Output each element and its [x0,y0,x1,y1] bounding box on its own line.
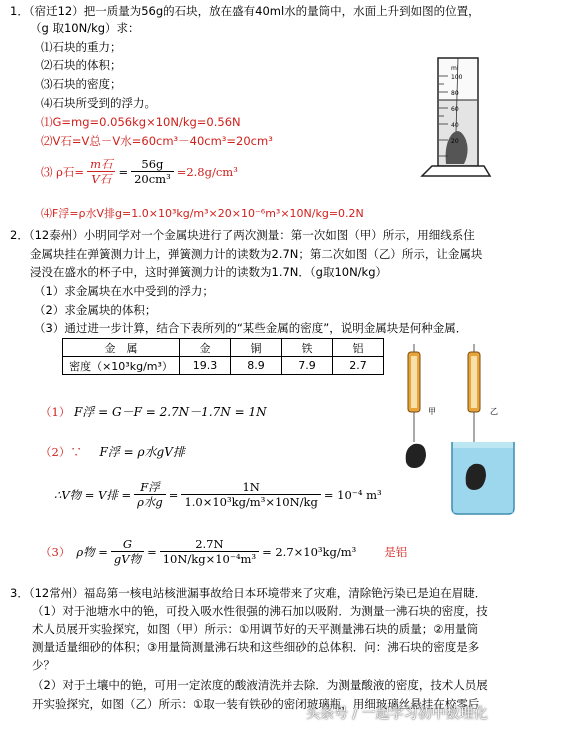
q1-answer-1: ⑴G=mg=0.056kg×10N/kg=0.56N [41,115,241,129]
q3-part2-line1: （2）对于土壤中的铯，可用一定浓度的酸液清洗并去除．为测量酸液的密度，技术人员展 [32,678,488,692]
q2-answer-3-den2: 10N/kg×10⁻⁴m³ [162,552,257,566]
q1-item-1: ⑴石块的重力； [41,40,122,54]
q1-heading-line2: （g 取10N/kg）求： [30,21,140,35]
q1-answer-3-eq: = [118,164,129,179]
q2-answer-3-tail: = 2.7×10³kg/m³ [262,544,357,559]
q2-item-1: （1）求金属块在水中受到的浮力； [34,284,214,298]
table-header-aluminum: 铝 [333,339,384,357]
q1-item-4: ⑷石块所受到的浮力。 [41,96,156,110]
q3-part2-line2: 开实验探究，如图（乙）所示：①取一装有铁砂的密闭玻璃瓶，用细玻璃丝悬挂在校零后 [32,697,480,711]
q1-answer-3 [41,157,238,186]
q2-heading-line1: 2．（12泰州）小明同学对一个金属块进行了两次测量：第一次如图（甲）所示，用细线系住 [10,228,475,242]
table-header-metal: 金 属 [63,339,180,357]
q2-answer-3-fraction2 [160,537,259,566]
q2-heading-line3: 浸没在盛水的杯子中，这时弹簧测力计的读数为1.7N．（g取10N/kg） [30,265,388,279]
graduated-cylinder-figure [418,56,494,182]
q1-answer-3-fraction2 [131,157,174,186]
q3-part1-line2: 术人员展开实验探究，如图（甲）所示：①用调节好的天平测量沸石块的质量；②用量筒 [32,622,479,636]
q2-answer-2b-eq: = [168,487,179,502]
cylinder-mark-ml: ml [451,65,459,72]
q2-answer-2 [40,445,185,459]
q2-answer-3-prefix: ρ物 = [76,544,108,559]
table-row-label: 密度（×10³kg/m³） [63,357,180,375]
watermark: 头条号 / 一起学习初中数理化 [306,706,488,722]
q2-answer-2b-tail: = 10⁻⁴ m³ [323,487,382,502]
q3-part1-line3: 测量适量细砂的体积；③用量筒测量沸石块和这些细砂的总体积．问：沸石块的密度是多 [32,640,480,654]
q2-answer-3-num: G [111,537,144,552]
q2-answer-3-result: 是铝 [384,544,408,559]
q2-heading-line2: 金属块挂在弹簧测力计上，弹簧测力计的读数为2.7N；第二次如图（乙）所示，让金属块 [30,247,483,261]
q2-answer-1 [40,405,267,419]
q1-answer-3-tail: =2.8g/cm³ [176,164,238,179]
cylinder-mark-20: 20 [451,138,459,145]
table-cell: 7.9 [282,357,333,375]
q2-answer-3-eq: = [147,544,157,559]
q2-answer-2b [54,480,382,509]
spring-scale-a [406,344,426,468]
q2-item-3: （3）通过进一步计算，结合下表所列的“某些金属的密度”，说明金属块是何种金属． [34,321,468,335]
q2-answer-2b-fraction2 [181,480,320,509]
q1-answer-4: ⑷F浮=ρ水V排g=1.0×10³kg/m³×20×10⁻⁶m³×10N/kg=0.2N [41,207,364,220]
q2-answer-2b-num2: 1N [181,480,320,495]
q1-item-2: ⑵石块的体积； [41,58,122,72]
cylinder-base [422,166,490,176]
q1-answer-3-num: m石 [87,157,115,172]
q1-heading-line1: 1．（宿迁12）把一质量为56g的石块，放在盛有40ml水的量筒中，水面上升到如图的位置， [10,4,480,18]
q2-answer-3-num2: 2.7N [160,537,259,552]
spring-scale-b [452,344,514,514]
q1-answer-3-fraction [87,157,115,186]
table-row [63,339,384,357]
q1-answer-3-den: V石 [91,172,112,186]
q1-answer-3-prefix: ⑶ ρ石= [41,164,85,179]
q1-answer-2: ⑵V石=V总－V水=60cm³－40cm³=20cm³ [41,134,273,148]
q2-answer-3-den: gV物 [113,552,142,566]
q2-answer-2b-den2: 1.0×10³kg/m³×10N/kg [184,495,318,509]
q2-answer-3-label: （3） [40,544,71,559]
q2-item-2: （2）求金属块的体积； [34,303,157,317]
figure-label-a: 甲 [428,407,436,416]
q2-answer-2b-den: ρ水g [137,495,163,509]
q1-answer-3-den2: 20cm³ [134,172,171,186]
table-cell: 19.3 [180,357,231,375]
q3-part1-line1: （1）对于池塘水中的铯，可投入吸水性很强的沸石加以吸附．为测量一沸石块的密度，技 [32,604,488,618]
metal-block-icon [406,444,426,468]
metal-density-table [62,338,384,375]
q2-answer-3-fraction [111,537,144,566]
table-cell: 8.9 [231,357,282,375]
cylinder-mark-60: 60 [451,106,459,113]
q1-item-3: ⑶石块的密度； [41,77,122,91]
table-header-copper: 铜 [231,339,282,357]
q2-answer-3 [40,537,407,566]
table-cell: 2.7 [333,357,384,375]
q3-heading: 3．（12常州）福岛第一核电站核泄漏事故给日本环境带来了灾难，清除铯污染已是迫在眉睫． [10,586,487,600]
cylinder-mark-100: 100 [451,74,463,81]
q2-answer-2-formula: F浮 = ρ水gV排 [99,445,185,459]
table-row [63,357,384,375]
q2-answer-2b-fraction [134,480,166,509]
cylinder-mark-40: 40 [451,122,459,129]
q3-part1-line4: 少？ [32,658,55,672]
q2-answer-2-label: （2）∵ [40,445,82,459]
figure-label-b: 乙 [490,407,498,416]
q2-answer-2b-prefix: ∴V物 = V排 = [54,487,132,502]
table-header-iron: 铁 [282,339,333,357]
cylinder-mark-80: 80 [451,90,459,97]
spring-scale-figure [392,344,542,516]
q1-answer-3-num2: 56g [131,157,174,172]
q2-answer-1-label: （1） [40,405,71,419]
table-header-gold: 金 [180,339,231,357]
q2-answer-2b-num: F浮 [134,480,166,495]
q2-answer-1-formula: F浮 = G－F = 2.7N－1.7N = 1N [73,405,267,419]
